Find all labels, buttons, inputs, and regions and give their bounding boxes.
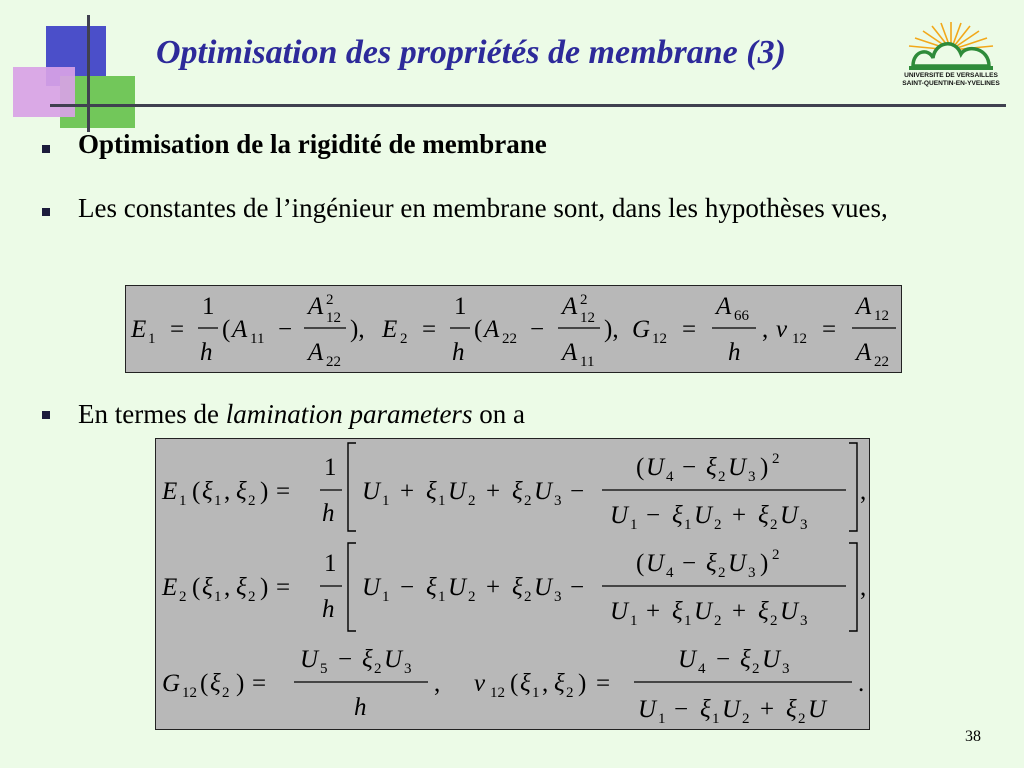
svg-text:h: h bbox=[728, 339, 741, 366]
svg-text:2: 2 bbox=[524, 493, 532, 509]
svg-text:2: 2 bbox=[770, 613, 778, 629]
svg-text:U: U bbox=[694, 502, 713, 529]
svg-text:U: U bbox=[610, 502, 629, 529]
svg-text:h: h bbox=[322, 500, 335, 527]
title-underline bbox=[50, 104, 1006, 107]
svg-text:22: 22 bbox=[874, 354, 889, 370]
decor-vertical-line bbox=[87, 15, 90, 132]
svg-text:4: 4 bbox=[666, 469, 674, 485]
svg-text:ξ: ξ bbox=[426, 574, 437, 601]
svg-text:−: − bbox=[530, 316, 545, 343]
svg-text:U: U bbox=[762, 646, 781, 673]
logo-text-line2: SAINT-QUENTIN-EN-YVELINES bbox=[902, 80, 1000, 87]
svg-text:2: 2 bbox=[222, 685, 230, 701]
svg-text:22: 22 bbox=[326, 354, 341, 370]
svg-text:U: U bbox=[300, 646, 319, 673]
bullet-lamination-suffix: on a bbox=[472, 399, 525, 429]
svg-text:ξ: ξ bbox=[202, 574, 213, 601]
svg-text:2: 2 bbox=[752, 661, 760, 677]
svg-text:U: U bbox=[534, 574, 553, 601]
svg-text:A: A bbox=[562, 293, 578, 320]
svg-text:U: U bbox=[534, 478, 553, 505]
svg-text:h: h bbox=[452, 339, 465, 366]
bullet-lamination-prefix: En termes de bbox=[78, 399, 226, 429]
svg-text:3: 3 bbox=[554, 493, 562, 509]
svg-text:h: h bbox=[200, 339, 213, 366]
svg-text:): ) bbox=[260, 574, 269, 601]
svg-text:=: = bbox=[276, 574, 291, 601]
svg-text:1: 1 bbox=[214, 589, 222, 605]
svg-text:A: A bbox=[308, 293, 324, 320]
svg-text:2: 2 bbox=[770, 517, 778, 533]
svg-text:ξ: ξ bbox=[672, 598, 683, 625]
svg-text:ξ: ξ bbox=[554, 670, 565, 697]
svg-text:1: 1 bbox=[454, 293, 467, 320]
svg-text:A: A bbox=[856, 293, 872, 320]
svg-text:2: 2 bbox=[468, 589, 476, 605]
svg-text:3: 3 bbox=[404, 661, 412, 677]
svg-text:ξ: ξ bbox=[512, 574, 523, 601]
svg-text:−: − bbox=[278, 316, 293, 343]
svg-text:E: E bbox=[162, 478, 178, 505]
svg-text:): ) bbox=[260, 478, 269, 505]
svg-text:2: 2 bbox=[468, 493, 476, 509]
svg-text:,: , bbox=[860, 574, 867, 601]
svg-text:1: 1 bbox=[630, 613, 638, 629]
svg-text:12: 12 bbox=[874, 308, 889, 324]
svg-text:−: − bbox=[400, 574, 415, 601]
bullet-marker bbox=[42, 411, 50, 419]
svg-text:2: 2 bbox=[714, 613, 722, 629]
svg-text:A: A bbox=[484, 316, 500, 343]
svg-text:−: − bbox=[682, 550, 697, 577]
svg-text:1: 1 bbox=[438, 493, 446, 509]
svg-text:A: A bbox=[232, 316, 248, 343]
svg-text:,: , bbox=[762, 316, 769, 343]
svg-text:U: U bbox=[448, 574, 467, 601]
svg-text:=: = bbox=[682, 316, 697, 343]
bullet-marker bbox=[42, 145, 50, 153]
svg-text:11: 11 bbox=[250, 331, 265, 347]
svg-text:−: − bbox=[570, 478, 585, 505]
svg-text:2: 2 bbox=[179, 589, 187, 605]
svg-text:1: 1 bbox=[630, 517, 638, 533]
svg-text:2: 2 bbox=[524, 589, 532, 605]
svg-text:3: 3 bbox=[554, 589, 562, 605]
svg-text:,: , bbox=[542, 670, 549, 697]
svg-text:4: 4 bbox=[666, 565, 674, 581]
svg-text:(: ( bbox=[636, 454, 645, 481]
svg-text:=: = bbox=[252, 670, 267, 697]
svg-text:2: 2 bbox=[248, 589, 256, 605]
engineering-constants-equation bbox=[125, 285, 902, 373]
svg-text:−: − bbox=[674, 696, 689, 723]
svg-text:(: ( bbox=[222, 316, 231, 343]
svg-text:G: G bbox=[162, 670, 181, 697]
svg-text:A: A bbox=[562, 339, 578, 366]
svg-text:2: 2 bbox=[718, 565, 726, 581]
svg-text:1: 1 bbox=[179, 493, 187, 509]
logo-text-line1: UNIVERSITE DE VERSAILLES bbox=[904, 72, 998, 79]
svg-text:1: 1 bbox=[438, 589, 446, 605]
svg-text:,: , bbox=[224, 478, 231, 505]
svg-text:1: 1 bbox=[684, 613, 692, 629]
svg-text:1: 1 bbox=[324, 454, 337, 481]
svg-text:E: E bbox=[382, 316, 398, 343]
svg-text:1: 1 bbox=[712, 711, 720, 727]
svg-text:U: U bbox=[638, 696, 657, 723]
svg-text:−: − bbox=[338, 646, 353, 673]
svg-text:2: 2 bbox=[718, 469, 726, 485]
decor-square-pink bbox=[13, 67, 75, 117]
svg-text:E: E bbox=[131, 316, 147, 343]
svg-text:66: 66 bbox=[734, 308, 749, 324]
page-number: 38 bbox=[965, 728, 981, 745]
svg-text:ξ: ξ bbox=[758, 502, 769, 529]
svg-text:ξ: ξ bbox=[512, 478, 523, 505]
svg-text:ξ: ξ bbox=[520, 670, 531, 697]
svg-text:): ) bbox=[236, 670, 245, 697]
svg-text:−: − bbox=[570, 574, 585, 601]
svg-text:12: 12 bbox=[490, 685, 505, 701]
svg-text:G: G bbox=[632, 316, 651, 343]
svg-text:2: 2 bbox=[772, 547, 780, 563]
svg-text:U: U bbox=[678, 646, 697, 673]
svg-text:3: 3 bbox=[748, 565, 756, 581]
svg-text:ξ: ξ bbox=[706, 454, 717, 481]
svg-text:1: 1 bbox=[684, 517, 692, 533]
svg-text:),: ), bbox=[350, 316, 365, 343]
svg-text:12: 12 bbox=[182, 685, 197, 701]
bullet-rigidity-heading: Optimisation de la rigidité de membrane bbox=[78, 129, 547, 159]
svg-text:,: , bbox=[860, 478, 867, 505]
svg-text:−: − bbox=[646, 502, 661, 529]
svg-text:2: 2 bbox=[374, 661, 382, 677]
svg-text:U: U bbox=[728, 454, 747, 481]
svg-text:ν: ν bbox=[776, 316, 788, 343]
svg-text:ξ: ξ bbox=[786, 696, 797, 723]
svg-text:2: 2 bbox=[566, 685, 574, 701]
bullet-lamination-parameters bbox=[78, 396, 525, 432]
svg-text:−: − bbox=[682, 454, 697, 481]
svg-text:+: + bbox=[486, 574, 501, 601]
svg-text:ξ: ξ bbox=[236, 478, 247, 505]
svg-text:+: + bbox=[760, 696, 775, 723]
svg-text:U: U bbox=[362, 574, 381, 601]
svg-text:1: 1 bbox=[324, 550, 337, 577]
svg-text:2: 2 bbox=[580, 292, 588, 308]
svg-text:12: 12 bbox=[792, 331, 807, 347]
svg-text:1: 1 bbox=[382, 589, 390, 605]
svg-text:2: 2 bbox=[772, 451, 780, 467]
svg-text:ξ: ξ bbox=[362, 646, 373, 673]
svg-text:1: 1 bbox=[214, 493, 222, 509]
svg-text:3: 3 bbox=[800, 517, 808, 533]
bullet-lamination-italic: lamination parameters bbox=[225, 399, 473, 429]
svg-text:−: − bbox=[716, 646, 731, 673]
svg-text:1: 1 bbox=[202, 293, 215, 320]
svg-text:ξ: ξ bbox=[758, 598, 769, 625]
svg-text:2: 2 bbox=[798, 711, 806, 727]
svg-text:2: 2 bbox=[248, 493, 256, 509]
svg-text:+: + bbox=[732, 598, 747, 625]
svg-text:(: ( bbox=[192, 478, 201, 505]
svg-text:11: 11 bbox=[580, 354, 595, 370]
svg-text:12: 12 bbox=[326, 310, 341, 326]
svg-text:ξ: ξ bbox=[202, 478, 213, 505]
svg-text:=: = bbox=[276, 478, 291, 505]
svg-text:+: + bbox=[732, 502, 747, 529]
svg-text:,: , bbox=[434, 670, 441, 697]
svg-text:2: 2 bbox=[326, 292, 334, 308]
svg-text:ξ: ξ bbox=[426, 478, 437, 505]
svg-text:2: 2 bbox=[400, 331, 408, 347]
svg-text:2: 2 bbox=[714, 517, 722, 533]
svg-text:A: A bbox=[716, 293, 732, 320]
svg-text:+: + bbox=[400, 478, 415, 505]
svg-text:U: U bbox=[694, 598, 713, 625]
svg-text:,: , bbox=[224, 574, 231, 601]
svg-text:A: A bbox=[308, 339, 324, 366]
svg-text:3: 3 bbox=[748, 469, 756, 485]
svg-text:): ) bbox=[578, 670, 587, 697]
svg-text:): ) bbox=[760, 550, 769, 577]
svg-text:ξ: ξ bbox=[740, 646, 751, 673]
svg-text:ξ: ξ bbox=[706, 550, 717, 577]
svg-text:=: = bbox=[422, 316, 437, 343]
svg-text:1: 1 bbox=[148, 331, 156, 347]
bullet-engineering-constants: Les constantes de l’ingénieur en membrane sont, dans les hypothèses vues, bbox=[78, 193, 888, 223]
bullet-marker bbox=[42, 208, 50, 216]
svg-text:h: h bbox=[322, 596, 335, 623]
svg-text:ξ: ξ bbox=[236, 574, 247, 601]
svg-text:h: h bbox=[354, 694, 367, 721]
svg-text:(: ( bbox=[636, 550, 645, 577]
svg-text:+: + bbox=[646, 598, 661, 625]
svg-text:3: 3 bbox=[782, 661, 790, 677]
svg-text:U: U bbox=[448, 478, 467, 505]
svg-text:12: 12 bbox=[652, 331, 667, 347]
svg-text:4: 4 bbox=[698, 661, 706, 677]
svg-text:(: ( bbox=[474, 316, 483, 343]
svg-text:.: . bbox=[858, 670, 865, 697]
svg-text:3: 3 bbox=[800, 613, 808, 629]
svg-text:U: U bbox=[780, 598, 799, 625]
svg-text:U: U bbox=[780, 502, 799, 529]
svg-text:ξ: ξ bbox=[672, 502, 683, 529]
svg-text:=: = bbox=[170, 316, 185, 343]
svg-text:1: 1 bbox=[658, 711, 666, 727]
svg-text:1: 1 bbox=[382, 493, 390, 509]
page-title: Optimisation des propriétés de membrane (3) bbox=[156, 34, 786, 71]
svg-text:(: ( bbox=[192, 574, 201, 601]
svg-text:U: U bbox=[722, 696, 741, 723]
svg-text:ξ: ξ bbox=[210, 670, 221, 697]
svg-text:ν: ν bbox=[474, 670, 486, 697]
svg-text:U: U bbox=[384, 646, 403, 673]
svg-text:E: E bbox=[162, 574, 178, 601]
svg-text:+: + bbox=[486, 478, 501, 505]
svg-text:5: 5 bbox=[320, 661, 328, 677]
svg-text:U: U bbox=[646, 454, 665, 481]
svg-text:1: 1 bbox=[532, 685, 540, 701]
svg-text:=: = bbox=[596, 670, 611, 697]
svg-text:U: U bbox=[728, 550, 747, 577]
svg-text:U: U bbox=[646, 550, 665, 577]
svg-text:A: A bbox=[856, 339, 872, 366]
svg-text:(: ( bbox=[200, 670, 209, 697]
svg-text:): ) bbox=[760, 454, 769, 481]
svg-text:U: U bbox=[808, 696, 827, 723]
lamination-parameters-equations bbox=[155, 438, 870, 730]
svg-text:22: 22 bbox=[502, 331, 517, 347]
svg-text:U: U bbox=[610, 598, 629, 625]
svg-text:(: ( bbox=[510, 670, 519, 697]
svg-text:),: ), bbox=[604, 316, 619, 343]
svg-text:12: 12 bbox=[580, 310, 595, 326]
svg-text:ξ: ξ bbox=[700, 696, 711, 723]
svg-text:=: = bbox=[822, 316, 837, 343]
svg-text:U: U bbox=[362, 478, 381, 505]
svg-text:2: 2 bbox=[742, 711, 750, 727]
